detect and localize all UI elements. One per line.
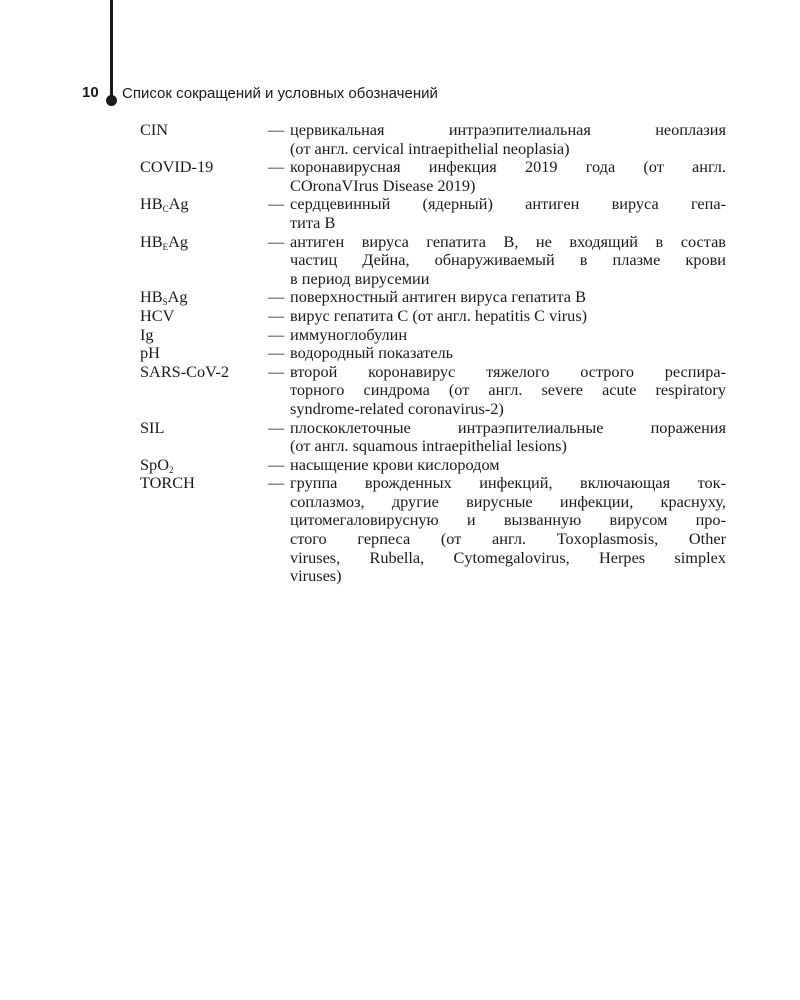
- definition-line: водородный показатель: [290, 343, 454, 363]
- definition-line: коронавирусная инфекция 2019 года (от англ.: [290, 157, 726, 177]
- page-number: 10: [82, 84, 99, 101]
- definition-line: плоскоклеточные интраэпителиальные поражения: [290, 417, 726, 437]
- list-item: [140, 326, 726, 345]
- definition-line: частиц Дейна, обнаруживаемый в плазме крови: [290, 250, 726, 270]
- abbreviation-term: CIN: [140, 120, 169, 139]
- dash: —: [268, 417, 285, 437]
- abbreviation-term: $HB_CAg$: [140, 194, 189, 215]
- dash: —: [268, 231, 285, 251]
- margin-rule: [110, 0, 113, 100]
- list-item: [140, 363, 726, 419]
- abbreviation-term: SARS-CoV-2: [140, 361, 229, 381]
- definition-line: (от англ. squamous intraepithelial lesions): [290, 436, 567, 456]
- term-subscript: 2: [168, 464, 174, 475]
- dash: —: [268, 343, 285, 363]
- definition: [290, 158, 726, 195]
- definition-line: syndrome-related coronavirus-2): [290, 398, 504, 418]
- abbreviation-term: Ig: [140, 324, 154, 344]
- dash: —: [268, 120, 285, 139]
- definition-line: группа врожденных инфекций, включающая ток-: [290, 473, 726, 493]
- definition: [290, 195, 726, 232]
- definition-line: в период вирусемии: [290, 268, 430, 288]
- definition-line: торного синдрома (от англ. severe acute respiratory: [290, 380, 726, 400]
- definition: [290, 456, 726, 475]
- definition: [290, 474, 726, 586]
- abbreviation-term: pH: [140, 343, 160, 363]
- abbreviation-term: $HB_EAg$: [140, 231, 189, 252]
- definition-line: иммуноглобулин: [290, 324, 408, 344]
- list-item: [140, 288, 726, 307]
- definition-line: антиген вируса гепатита В, не входящий в состав: [290, 231, 726, 251]
- term-subscript: C: [162, 204, 169, 215]
- dash: —: [268, 157, 285, 177]
- definition-line: viruses): [290, 566, 342, 586]
- list-item: [140, 456, 726, 475]
- list-item: [140, 419, 726, 456]
- abbreviation-term: SIL: [140, 417, 165, 437]
- list-item: [140, 195, 726, 232]
- definition: [290, 419, 726, 456]
- abbreviation-term: TORCH: [140, 473, 195, 493]
- dash: —: [268, 194, 285, 214]
- list-item: [140, 233, 726, 289]
- list-item: [140, 121, 726, 158]
- term-subscript: E: [162, 241, 169, 252]
- definition-line: тита В: [290, 212, 336, 232]
- dash: —: [268, 454, 285, 474]
- margin-dot: [106, 95, 117, 106]
- definition-line: цервикальная интраэпителиальная неоплазия: [290, 120, 726, 139]
- definition: [290, 233, 726, 289]
- definition-line: COronaVIrus Disease 2019): [290, 175, 476, 195]
- term-subscript: S: [162, 297, 168, 308]
- list-item: [140, 307, 726, 326]
- dash: —: [268, 287, 285, 307]
- abbreviation-term: COVID-19: [140, 157, 214, 177]
- definition-line: стого герпеса (от англ. Toxoplasmosis, Other: [290, 529, 726, 549]
- definition-line: соплазмоз, другие вирусные инфекции, краснуху,: [290, 491, 726, 511]
- abbreviation-term: $HB_SAg$: [140, 287, 188, 308]
- definition-line: сердцевинный (ядерный) антиген вируса гепа-: [290, 194, 726, 214]
- list-item: [140, 158, 726, 195]
- definition: [290, 288, 726, 307]
- definition-line: цитомегаловирусную и вызванную вирусом про-: [290, 510, 726, 530]
- section-title: Список сокращений и условных обозначений: [122, 85, 438, 102]
- abbreviation-list: [140, 121, 726, 586]
- definition: [290, 307, 726, 326]
- definition-line: (от англ. cervical intraepithelial neoplasia): [290, 138, 570, 158]
- abbreviation-term: SpO$_2$: [140, 454, 174, 475]
- definition-line: поверхностный антиген вируса гепатита В: [290, 287, 586, 307]
- dash: —: [268, 305, 285, 325]
- definition-line: viruses, Rubella, Cytomegalovirus, Herpes simplex: [290, 547, 726, 567]
- definition: [290, 363, 726, 419]
- definition: [290, 121, 726, 158]
- abbreviation-term: HCV: [140, 305, 175, 325]
- list-item: [140, 344, 726, 363]
- list-item: [140, 474, 726, 586]
- dash: —: [268, 361, 285, 381]
- definition: [290, 326, 726, 345]
- definition-line: насыщение крови кислородом: [290, 454, 500, 474]
- definition-line: вирус гепатита С (от англ. hepatitis C virus): [290, 305, 588, 325]
- dash: —: [268, 324, 285, 344]
- dash: —: [268, 473, 285, 493]
- definition-line: второй коронавирус тяжелого острого респира-: [290, 361, 726, 381]
- definition: [290, 344, 726, 363]
